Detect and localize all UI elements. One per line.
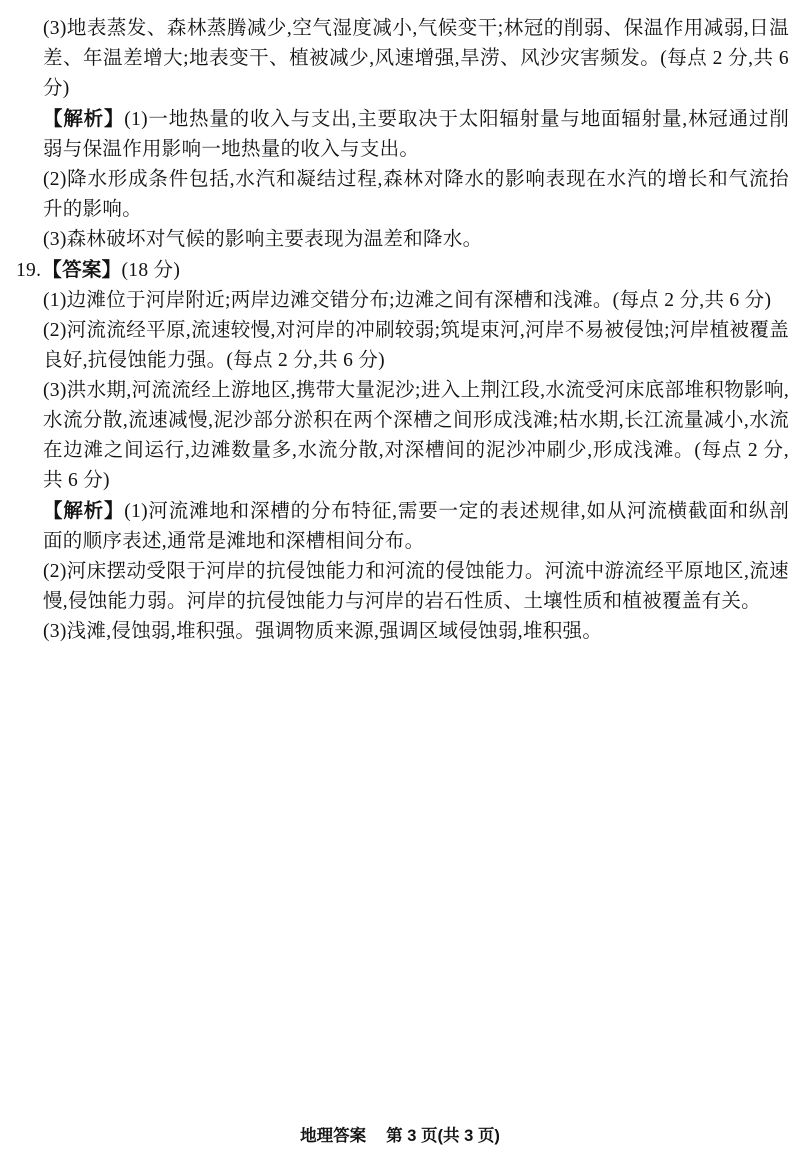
q19-analysis-label: 【解析】 bbox=[43, 500, 125, 522]
footer-doc-title: 地理答案 bbox=[300, 1127, 367, 1145]
q18-analysis-point1 bbox=[43, 104, 789, 165]
page-footer bbox=[0, 1122, 800, 1146]
q19-analysis-point3 bbox=[43, 617, 789, 647]
answer-sheet-content bbox=[16, 14, 789, 647]
q18-analysis-label: 【解析】 bbox=[43, 108, 125, 130]
footer-page-number: 第 3 页(共 3 页) bbox=[386, 1127, 500, 1145]
q18-answer-point3-text: (3)地表蒸发、森林蒸腾减少,空气湿度减小,气候变干;林冠的削弱、保温作用减弱,日温差、年温差增大;地表变干、植被减少,风速增强,旱涝、风沙灾害频发。(每点 2 分,共 6 分) bbox=[43, 18, 789, 99]
q19-answer-point1-text: (1)边滩位于河岸附近;两岸边滩交错分布;边滩之间有深槽和浅滩。(每点 2 分,共 6 分) bbox=[43, 290, 772, 311]
q18-analysis-point3-text: (3)森林破坏对气候的影响主要表现为温差和降水。 bbox=[43, 229, 483, 250]
q19-answer-point2 bbox=[43, 316, 789, 376]
q18-analysis-point3 bbox=[43, 225, 789, 255]
q19-answer-point3-text: (3)洪水期,河流流经上游地区,携带大量泥沙;进入上荆江段,水流受河床底部堆积物影响,水流分散,流速减慢,泥沙部分淤积在两个深槽之间形成浅滩;枯水期,长江流量减小,水流在边滩之间运行,边滩数量多,水流分散,对深槽间的泥沙冲刷少,形成浅滩。(每点 2 分,共 6 分) bbox=[43, 380, 789, 491]
q19-answer-label: 【答案】 bbox=[42, 259, 122, 281]
q18-answer-point3 bbox=[43, 14, 789, 104]
q19-answer-heading bbox=[16, 255, 789, 286]
q18-analysis-point2 bbox=[43, 165, 789, 225]
q19-question-number: 19. bbox=[16, 260, 42, 281]
q19-answer-point2-text: (2)河流流经平原,流速较慢,对河岸的冲刷较弱;筑堤束河,河岸不易被侵蚀;河岸植被覆盖良好,抗侵蚀能力强。(每点 2 分,共 6 分) bbox=[43, 320, 789, 371]
q19-analysis-point1-text: (1)河流滩地和深槽的分布特征,需要一定的表述规律,如从河流横截面和纵剖面的顺序表述,通常是滩地和深槽相间分布。 bbox=[43, 501, 789, 552]
q19-analysis-point2-text: (2)河床摆动受限于河岸的抗侵蚀能力和河流的侵蚀能力。河流中游流经平原地区,流速慢,侵蚀能力弱。河岸的抗侵蚀能力与河岸的岩石性质、土壤性质和植被覆盖有关。 bbox=[43, 561, 789, 612]
q18-analysis-point1-text: (1)一地热量的收入与支出,主要取决于太阳辐射量与地面辐射量,林冠通过削弱与保温作用影响一地热量的收入与支出。 bbox=[43, 109, 789, 160]
q19-analysis-point3-text: (3)浅滩,侵蚀弱,堆积强。强调物质来源,强调区域侵蚀弱,堆积强。 bbox=[43, 621, 603, 642]
q19-answer-point1 bbox=[43, 286, 789, 316]
q18-analysis-point2-text: (2)降水形成条件包括,水汽和凝结过程,森林对降水的影响表现在水汽的增长和气流抬升的影响。 bbox=[43, 169, 789, 220]
q19-analysis-point2 bbox=[43, 557, 789, 617]
q19-answer-point3 bbox=[43, 376, 789, 496]
q19-answer-score: (18 分) bbox=[121, 260, 181, 281]
q19-analysis-point1 bbox=[43, 496, 789, 557]
